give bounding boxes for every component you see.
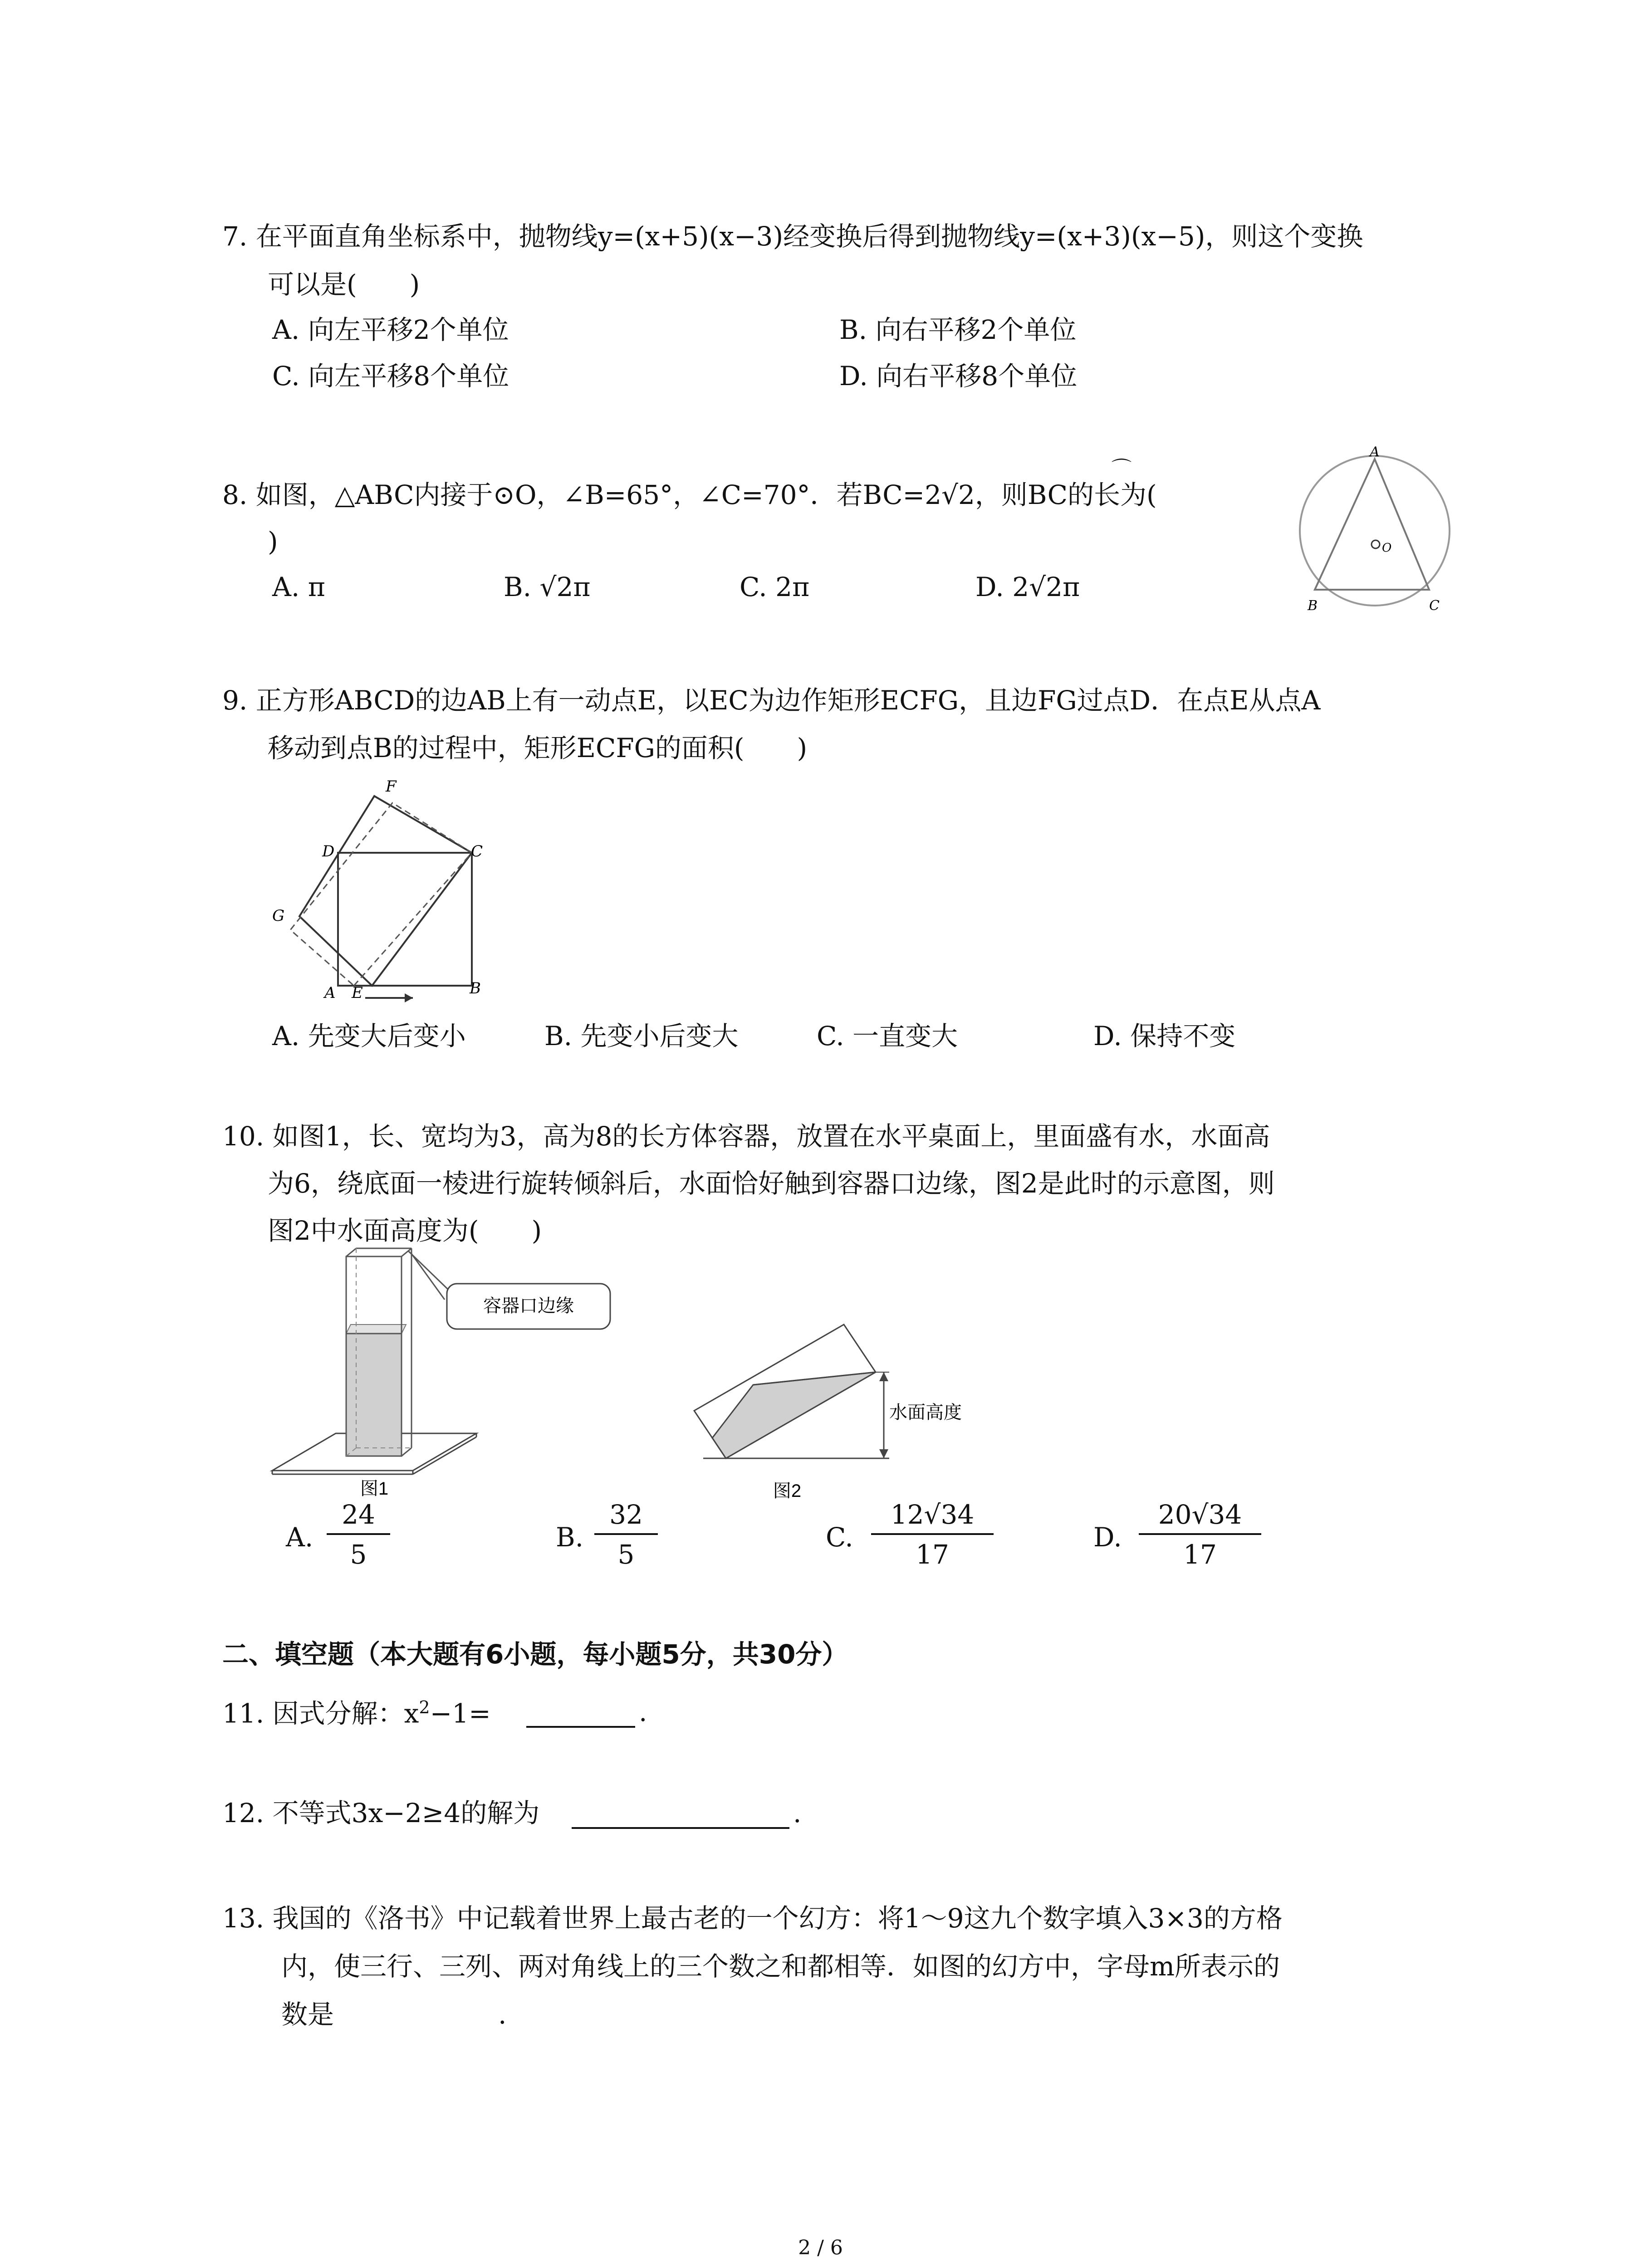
q9-stem-line1: 9. 正方形ABCD的边AB上有一动点E，以EC为边作矩形ECFG，且边FG过点D．在点E从点A: [222, 685, 1321, 716]
q13-stem-line1: 13. 我国的《洛书》中记载着世界上最古老的一个幻方：将1～9这九个数字填入3×3的方格: [222, 1903, 1283, 1934]
q9-option-c: C. 一直变大: [817, 1021, 958, 1051]
section-2-heading: 二、填空题（本大题有6小题，每小题5分，共30分）: [222, 1639, 848, 1670]
q8-option-c: C. 2π: [740, 572, 810, 602]
q10-figure-2: [694, 1306, 1039, 1506]
q9-label-c: C: [471, 842, 483, 860]
q8-label-o: O: [1382, 541, 1392, 555]
q10-option-c-num: 12√34: [871, 1501, 994, 1535]
q12-end: .: [793, 1798, 802, 1828]
q11-answer-blank[interactable]: [526, 1726, 635, 1728]
q9-stem-line2: 移动到点B的过程中，矩形ECFG的面积( ): [268, 733, 808, 763]
q10-option-d-num: 20√34: [1139, 1501, 1261, 1535]
q9-option-b: B. 先变小后变大: [544, 1021, 739, 1051]
q7-stem-line2: 可以是( ): [268, 269, 420, 300]
q11-prefix: 11. 因式分解：x: [222, 1698, 419, 1729]
q11-text: [222, 1697, 491, 1729]
q10-fig2-caption: 图2: [773, 1481, 802, 1501]
q8-stem-line1: 8. 如图，△ABC内接于⊙O，∠B=65°，∠C=70°．若BC=2√2，则BC的长为(: [222, 479, 1157, 510]
q8-stem-line2: ): [268, 526, 278, 557]
q10-option-b-letter: B.: [556, 1522, 584, 1553]
q9-label-g: G: [272, 907, 285, 925]
q11-rest: −1=: [430, 1698, 491, 1729]
q9-option-d: D. 保持不变: [1093, 1021, 1236, 1051]
q10-height-label: 水面高度: [889, 1403, 962, 1422]
q10-figure-1: [272, 1243, 635, 1497]
q12-text: 12. 不等式3x−2≥4的解为: [222, 1798, 540, 1828]
page-number: 2 / 6: [798, 2236, 843, 2259]
q9-square-figure: [263, 767, 517, 1012]
q13-stem-line3: 数是: [281, 1999, 334, 2030]
q8-label-a: A: [1370, 444, 1380, 460]
q13-end: .: [498, 1999, 507, 2030]
q8-arc-mark: ⌒: [1112, 457, 1132, 480]
q8-label-b: B: [1308, 598, 1318, 614]
q10-option-b-num: 32: [594, 1501, 658, 1535]
q10-option-c-fraction: [871, 1501, 994, 1568]
q10-option-a-letter: A.: [286, 1522, 314, 1553]
q7-option-b: B. 向右平移2个单位: [839, 314, 1077, 345]
q10-fig1-caption: 图1: [360, 1479, 389, 1499]
q10-option-d-fraction: [1139, 1501, 1261, 1568]
q8-label-c: C: [1429, 598, 1440, 614]
q10-option-b-den: 5: [617, 1539, 635, 1570]
q9-label-f: F: [386, 777, 397, 796]
q10-option-d-den: 17: [1183, 1539, 1217, 1570]
q10-callout-text: 容器口边缘: [483, 1296, 574, 1316]
q10-stem-line3: 图2中水面高度为( ): [268, 1215, 542, 1246]
q9-label-a: A: [324, 984, 336, 1002]
q10-option-b-fraction: [594, 1501, 658, 1568]
q10-stem-line2: 为6，绕底面一棱进行旋转倾斜后，水面恰好触到容器口边缘，图2是此时的示意图，则: [268, 1168, 1275, 1199]
q11-exponent: 2: [419, 1697, 430, 1717]
q7-option-d: D. 向右平移8个单位: [839, 361, 1078, 391]
q9-label-d: D: [322, 842, 335, 860]
q10-option-a-num: 24: [327, 1501, 390, 1535]
q13-stem-line2: 内，使三行、三列、两对角线上的三个数之和都相等．如图的幻方中，字母m所表示的: [281, 1951, 1280, 1982]
q8-circle-figure: [1288, 444, 1461, 626]
q10-option-a-fraction: [327, 1501, 390, 1568]
q7-option-a: A. 向左平移2个单位: [272, 314, 509, 345]
q7-stem-line1: 7. 在平面直角坐标系中，抛物线y=(x+5)(x−3)经变换后得到抛物线y=(x+3)(x−5)，则这个变换: [222, 221, 1363, 252]
q9-label-b: B: [470, 979, 481, 997]
q8-option-a: A. π: [272, 572, 325, 602]
q9-option-a: A. 先变大后变小: [272, 1021, 466, 1051]
q7-option-c: C. 向左平移8个单位: [272, 361, 509, 391]
q12-answer-blank[interactable]: [572, 1827, 789, 1829]
q10-option-a-den: 5: [350, 1539, 367, 1570]
q10-option-c-letter: C.: [826, 1522, 853, 1553]
q9-label-e: E: [352, 984, 363, 1002]
q8-option-d: D. 2√2π: [975, 572, 1080, 602]
q8-option-b: B. √2π: [504, 572, 591, 602]
q13-answer-blank[interactable]: [345, 2028, 490, 2030]
q11-end: .: [639, 1696, 647, 1727]
q10-stem-line1: 10. 如图1，长、宽均为3，高为8的长方体容器，放置在水平桌面上，里面盛有水，水面高: [222, 1121, 1270, 1152]
q10-option-d-letter: D.: [1093, 1522, 1122, 1553]
q10-option-c-den: 17: [916, 1539, 949, 1570]
